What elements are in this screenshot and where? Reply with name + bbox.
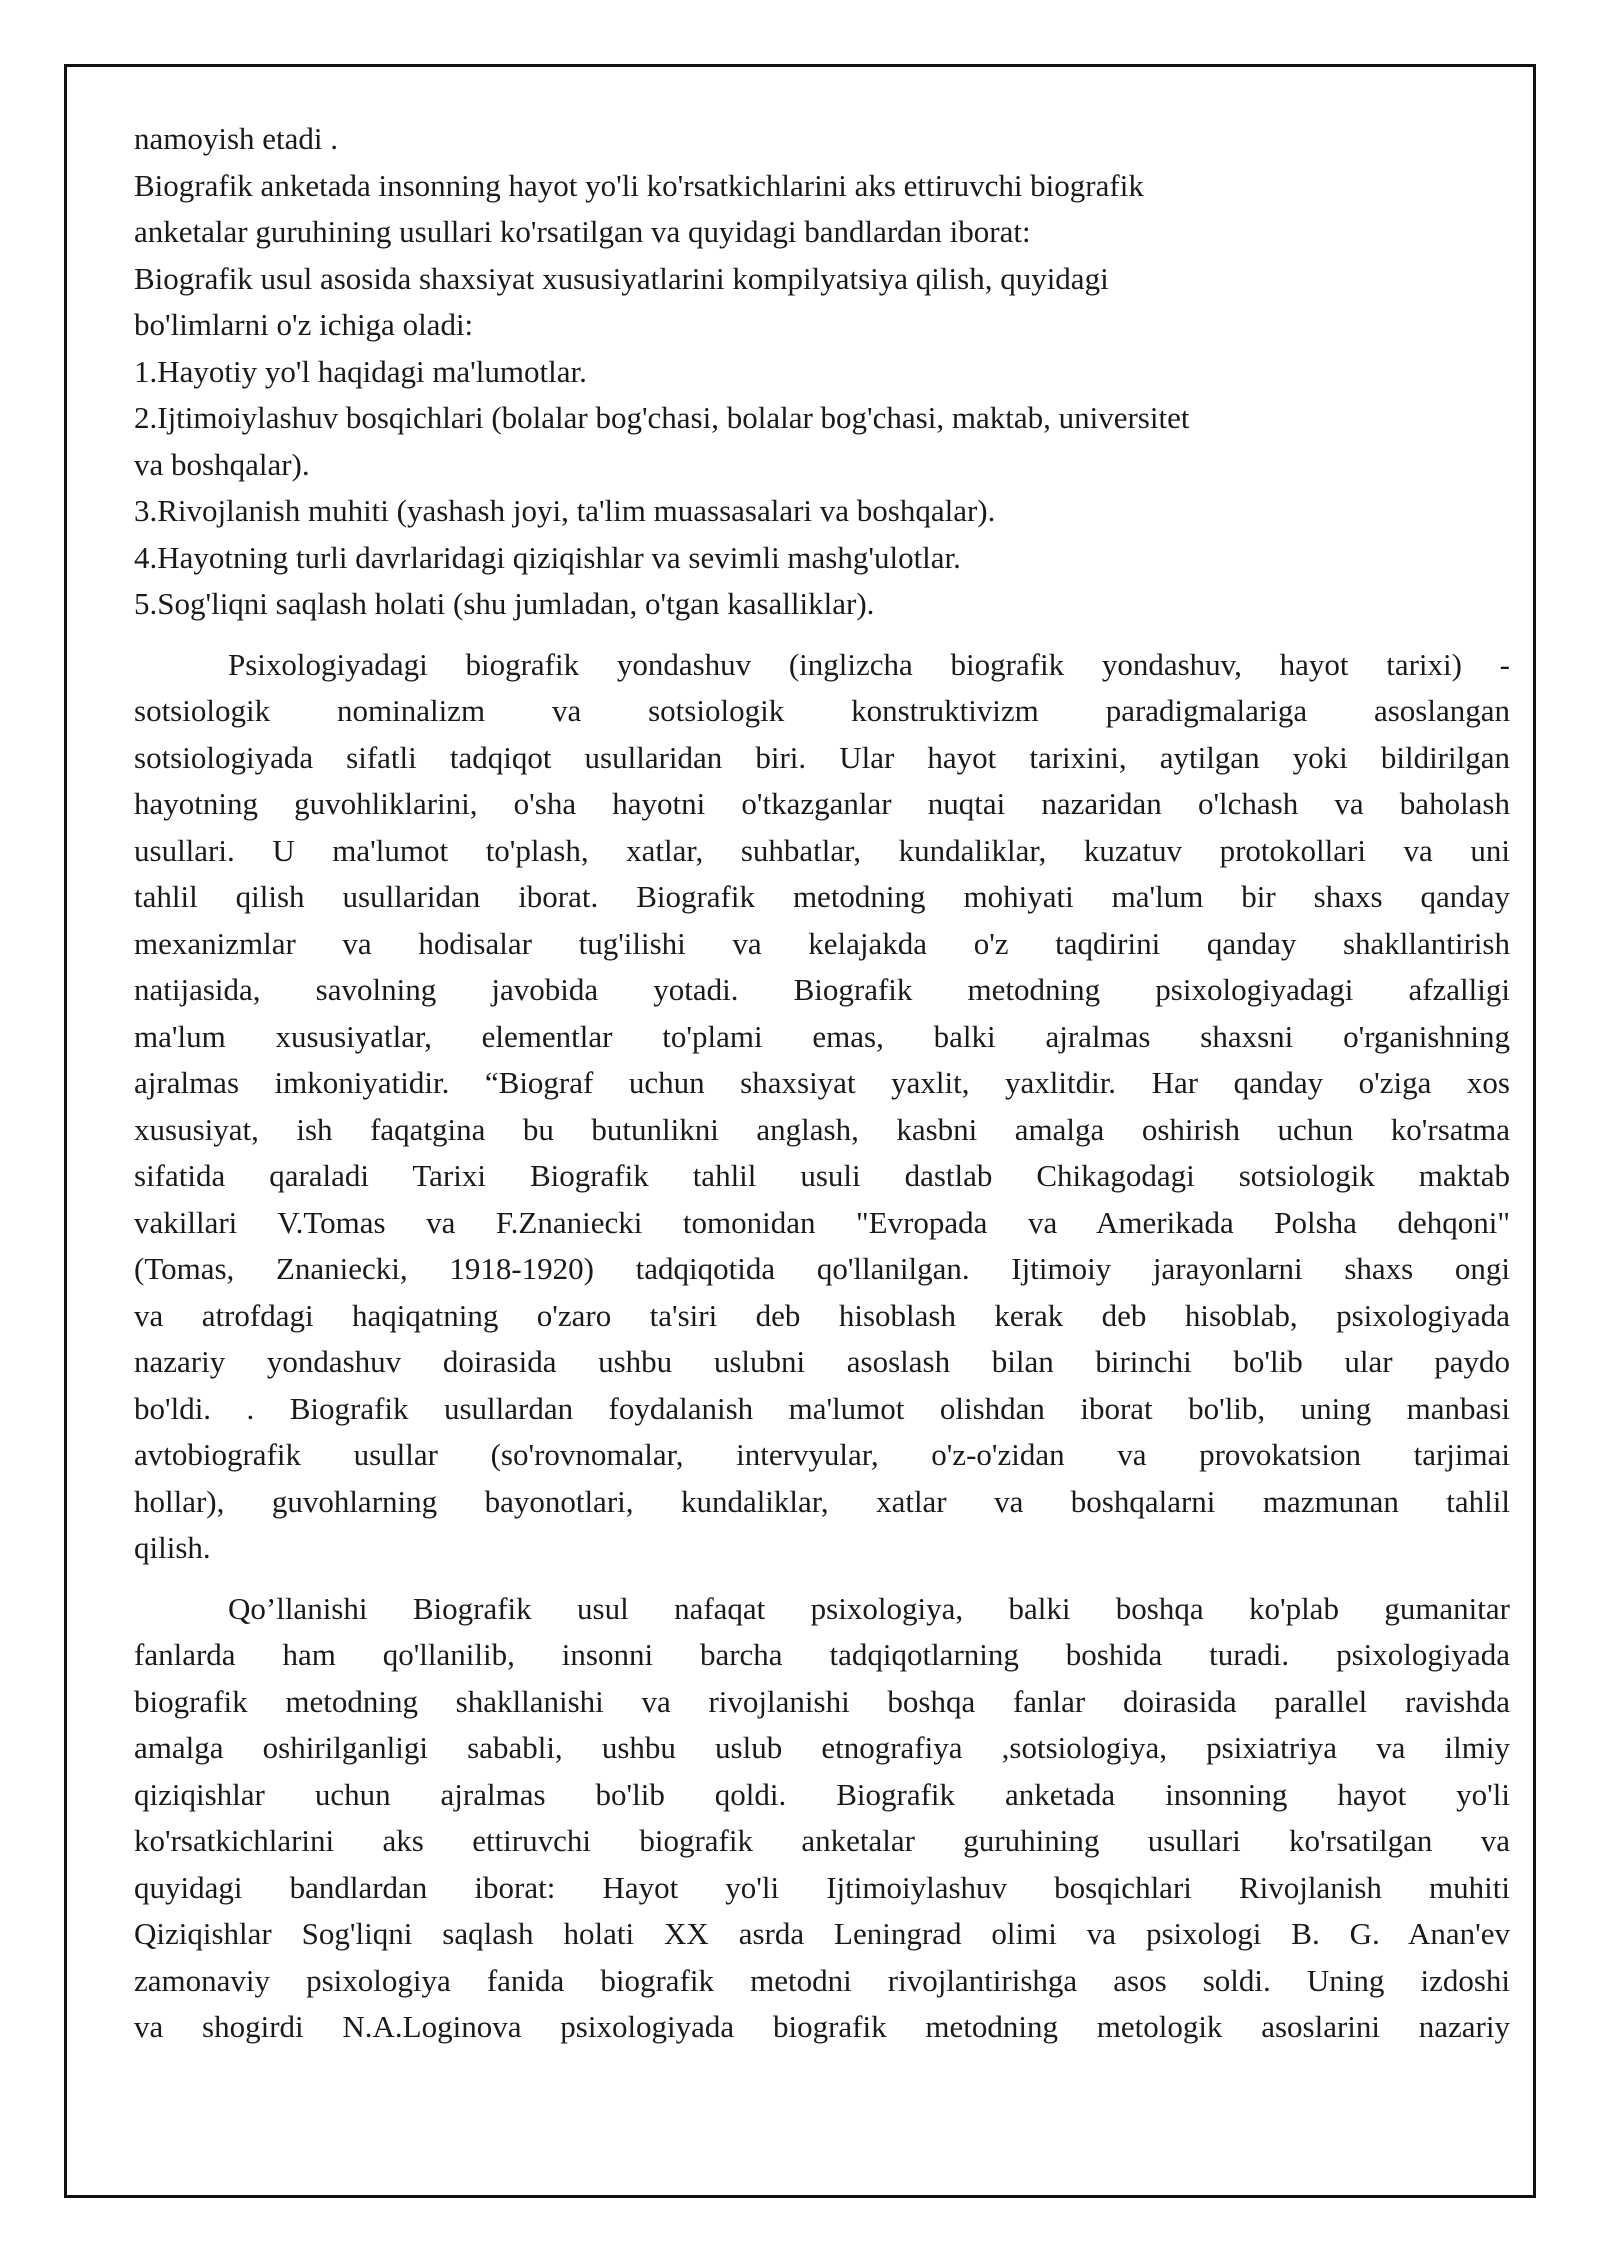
paragraph-line: ko'rsatkichlarini aks ettiruvchi biografik anketalar guruhining usullari ko'rsatilgan va bbox=[134, 1823, 1510, 1858]
paragraph-line: quyidagi bandlardan iborat: Hayot yo'li Ijtimoiylashuv bosqichlari Rivojlanish muhiti bbox=[134, 1869, 1510, 1905]
intro-line: bo'limlarni o'z ichiga oladi: bbox=[134, 307, 474, 342]
paragraph-line: xususiyat, ish faqatgina bu butunlikni anglash, kasbni amalga oshirish uchun ko'rsatma bbox=[134, 1111, 1510, 1147]
paragraph-line: biografik metodning shakllanishi va rivojlanishi boshqa fanlar doirasida parallel ravishda bbox=[134, 1683, 1510, 1719]
paragraph-line: mexanizmlar va hodisalar tug'ilishi va kelajakda o'z taqdirini qanday shakllantirish bbox=[134, 925, 1510, 961]
paragraph-line: Qiziqishlar Sog'liqni saqlash holati XX asrda Leningrad olimi va psixologi B. G. Anan'ev bbox=[134, 1916, 1510, 1951]
paragraph-line: fanlarda ham qo'llanilib, insonni barcha tadqiqotlarning boshida turadi. psixologiyada bbox=[134, 1637, 1510, 1672]
paragraph-line: qiziqishlar uchun ajralmas bo'lib qoldi. Biografik anketada insonning hayot yo'li bbox=[134, 1776, 1510, 1812]
intro-line: Biografik usul asosida shaxsiyat xususiyatlarini kompilyatsiya qilish, quyidagi bbox=[134, 260, 1109, 296]
paragraph-line: va shogirdi N.A.Loginova psixologiyada biografik metodning metologik asoslarini nazariy bbox=[134, 2009, 1510, 2044]
paragraph-line: sifatida qaraladi Tarixi Biografik tahlil usuli dastlab Chikagodagi sotsiologik maktab bbox=[134, 1158, 1510, 1193]
paragraph-line: va atrofdagi haqiqatning o'zaro ta'siri deb hisoblash kerak deb hisoblab, psixologiyada bbox=[134, 1297, 1510, 1333]
paragraph-biographical-approach bbox=[134, 642, 1510, 1572]
list-item: 5.Sog'liqni saqlash holati (shu jumladan, o'tgan kasalliklar). bbox=[134, 586, 875, 621]
paragraph-line: amalga oshirilganligi sababli, ushbu uslub etnografiya ,sotsiologiya, psixiatriya va ilmiy bbox=[134, 1730, 1510, 1765]
paragraph-line: hollar), guvohlarning bayonotlari, kundaliklar, xatlar va boshqalarni mazmunan tahlil bbox=[134, 1483, 1510, 1519]
paragraph-line: tahlil qilish usullaridan iborat. Biografik metodning mohiyati ma'lum bir shaxs qanday bbox=[134, 879, 1510, 914]
paragraph-line: avtobiografik usullar (so'rovnomalar, intervyular, o'z-o'zidan va provokatsion tarjimai bbox=[134, 1437, 1510, 1472]
paragraph-line: zamonaviy psixologiya fanida biografik metodni rivojlantirishga asos soldi. Uning izdoshi bbox=[134, 1962, 1510, 1998]
list-item: 2.Ijtimoiylashuv bosqichlari (bolalar bog'chasi, bolalar bog'chasi, maktab, universitet bbox=[134, 400, 1190, 435]
paragraph-line: sotsiologik nominalizm va sotsiologik konstruktivizm paradigmalariga asoslangan bbox=[134, 693, 1510, 728]
intro-line: Biografik anketada insonning hayot yo'li ko'rsatkichlarini aks ettiruvchi biografik bbox=[134, 167, 1144, 203]
list-item: va boshqalar). bbox=[134, 446, 310, 482]
paragraph-line: hayotning guvohliklarini, o'sha hayotni o'tkazganlar nuqtai nazaridan o'lchash va baholash bbox=[134, 786, 1510, 821]
intro-line: namoyish etadi . bbox=[134, 121, 339, 156]
paragraph-application bbox=[134, 1586, 1510, 2051]
paragraph-line: ajralmas imkoniyatidir. “Biograf uchun shaxsiyat yaxlit, yaxlitdir. Har qanday o'ziga xos bbox=[134, 1065, 1510, 1100]
list-item: 4.Hayotning turli davrlaridagi qiziqishlar va sevimli mashg'ulotlar. bbox=[134, 539, 961, 575]
paragraph-line: nazariy yondashuv doirasida ushbu uslubni asoslash bilan birinchi bo'lib ular paydo bbox=[134, 1344, 1510, 1379]
intro-line: anketalar guruhining usullari ko'rsatilgan va quyidagi bandlardan iborat: bbox=[134, 214, 1031, 249]
paragraph-line: natijasida, savolning javobida yotadi. Biografik metodning psixologiyadagi afzalligi bbox=[134, 972, 1510, 1007]
intro-block bbox=[134, 116, 1510, 628]
paragraph-line: (Tomas, Znaniecki, 1918-1920) tadqiqotida qo'llanilgan. Ijtimoiy jarayonlarni shaxs ongi bbox=[134, 1251, 1510, 1286]
list-item: 1.Hayotiy yo'l haqidagi ma'lumotlar. bbox=[134, 353, 587, 389]
paragraph-line: usullari. U ma'lumot to'plash, xatlar, suhbatlar, kundaliklar, kuzatuv protokollari va uni bbox=[134, 832, 1510, 868]
paragraph-line: sotsiologiyada sifatli tadqiqot usullaridan biri. Ular hayot tarixini, aytilgan yoki bildirilgan bbox=[134, 739, 1510, 775]
paragraph-line: ma'lum xususiyatlar, elementlar to'plami emas, balki ajralmas shaxsni o'rganishning bbox=[134, 1018, 1510, 1054]
paragraph-line: Psixologiyadagi biografik yondashuv (inglizcha biografik yondashuv, hayot tarixi) - bbox=[228, 646, 1510, 682]
paragraph-line: qilish. bbox=[134, 1530, 211, 1565]
document-body bbox=[134, 116, 1510, 2051]
list-item: 3.Rivojlanish muhiti (yashash joyi, ta'lim muassasalari va boshqalar). bbox=[134, 493, 996, 528]
paragraph-line: Qo’llanishi Biografik usul nafaqat psixologiya, balki boshqa ko'plab gumanitar bbox=[228, 1590, 1510, 1626]
paragraph-line: bo'ldi. . Biografik usullardan foydalanish ma'lumot olishdan iborat bo'lib, uning manbasi bbox=[134, 1390, 1510, 1426]
paragraph-line: vakillari V.Tomas va F.Znaniecki tomonidan "Evropada va Amerikada Polsha dehqoni" bbox=[134, 1204, 1510, 1240]
